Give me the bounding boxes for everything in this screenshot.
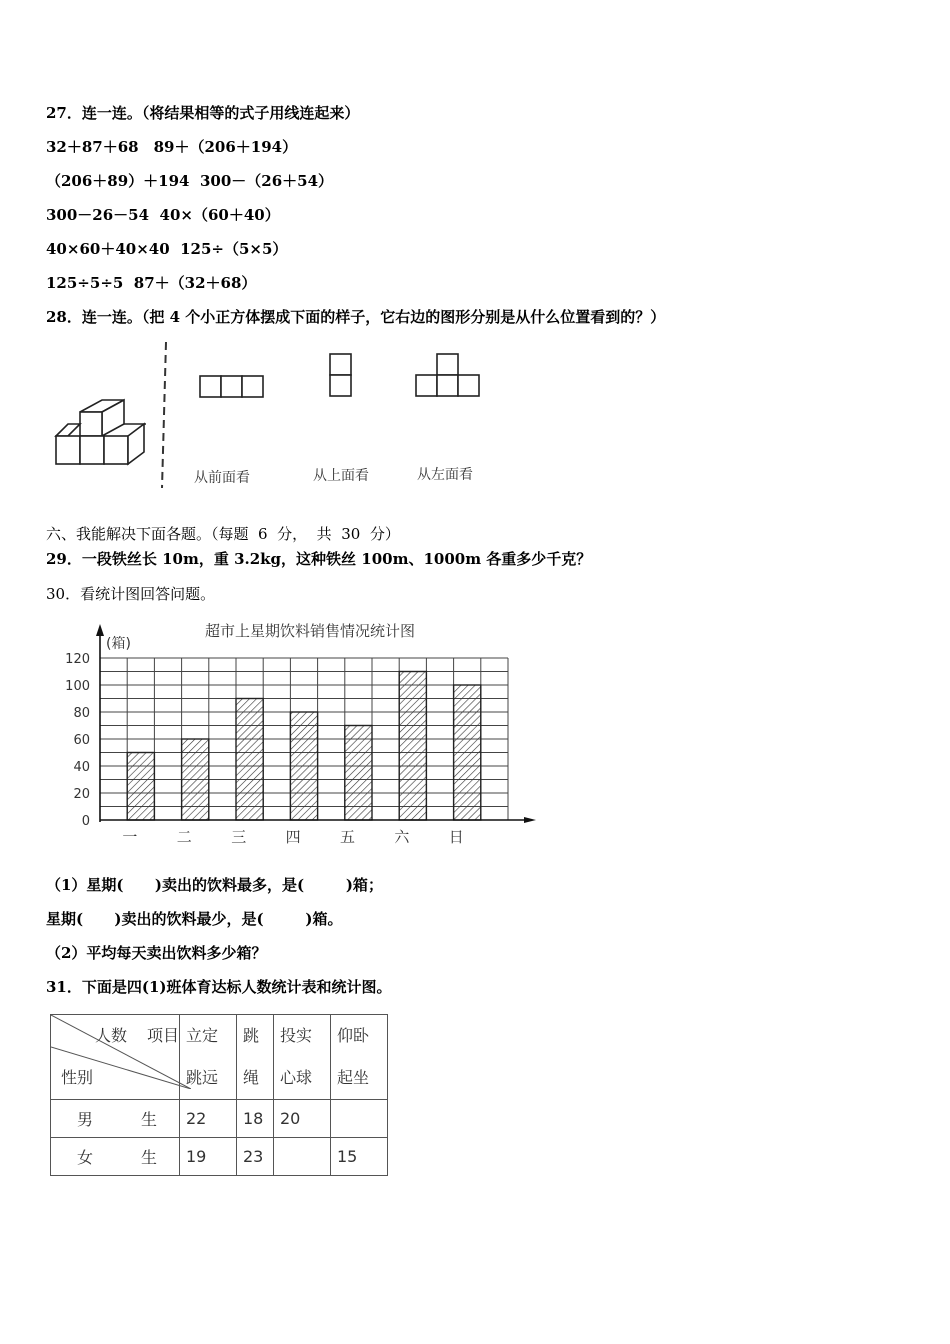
sales-bar-chart — [60, 612, 550, 852]
table-cell: 19 — [180, 1138, 237, 1176]
col-header-1: 立定 跳远 — [180, 1015, 237, 1100]
header-item: 项目 — [147, 1026, 180, 1045]
x-tick-label: 二 — [176, 828, 192, 846]
q30-sub1a: （1）星期( )卖出的饮料最多，是( )箱； — [46, 876, 383, 894]
row-label-female: 女 生 — [51, 1138, 180, 1176]
diagonal-header-cell — [51, 1015, 180, 1100]
x-tick-label: 四 — [285, 828, 301, 846]
col-header-2: 跳 绳 — [237, 1015, 274, 1100]
y-tick-label: 120 — [65, 652, 90, 667]
fitness-stats-table — [50, 1014, 388, 1176]
header-count: 人数 — [95, 1026, 128, 1045]
table-cell: 22 — [180, 1100, 237, 1138]
q27-pair-4: 40×60＋40×40 125÷（5×5） — [46, 240, 288, 258]
y-tick-label: 100 — [65, 679, 90, 694]
bar-一 — [127, 753, 154, 821]
bar-二 — [182, 739, 209, 820]
x-tick-label: 六 — [394, 828, 410, 846]
y-tick-label: 20 — [73, 787, 90, 802]
x-axis-arrow — [524, 817, 536, 823]
chart-bars — [127, 672, 481, 821]
x-tick-label: 三 — [231, 828, 247, 846]
row-label-male: 男 生 — [51, 1100, 180, 1138]
x-tick-label: 一 — [122, 828, 138, 846]
table-row — [51, 1100, 388, 1138]
table-cell: 23 — [237, 1138, 274, 1176]
view-label-front: 从前面看 — [194, 470, 250, 486]
col-header-4: 仰卧 起坐 — [331, 1015, 388, 1100]
section6-title: 六、我能解决下面各题。（每题 6 分， 共 30 分） — [46, 525, 400, 543]
q27-pair-2: （206＋89）＋194 300－（26＋54） — [46, 172, 334, 190]
table-cell — [331, 1100, 388, 1138]
q30-sub1b: 星期( )卖出的饮料最少，是( )箱。 — [46, 910, 343, 928]
table-cell: 15 — [331, 1138, 388, 1176]
header-gender: 性别 — [61, 1068, 94, 1087]
bar-四 — [290, 712, 317, 820]
bar-日 — [454, 685, 481, 820]
table-cell: 20 — [274, 1100, 331, 1138]
q28-title: 28．连一连。（把 4 个小正方体摆成下面的样子，它右边的图形分别是从什么位置看到的？） — [46, 308, 666, 326]
q27-title: 27．连一连。（将结果相等的式子用线连起来） — [46, 104, 360, 122]
table-row — [51, 1138, 388, 1176]
x-tick-label: 日 — [448, 828, 464, 846]
y-axis-arrow — [96, 624, 104, 636]
y-tick-label: 60 — [73, 733, 90, 748]
top-view-drawing — [330, 354, 351, 396]
q29-text: 29．一段铁丝长 10m，重 3.2kg，这种铁丝 100m、1000m 各重多少千克？ — [46, 550, 592, 568]
q27-pair-3: 300－26－54 40×（60＋40） — [46, 206, 280, 224]
col-header-3: 投实 心球 — [274, 1015, 331, 1100]
y-axis-label: (箱) — [106, 636, 131, 652]
chart-title: 超市上星期饮料销售情况统计图 — [204, 622, 416, 640]
q30-title: 30．看统计图回答问题。 — [46, 585, 216, 603]
table-cell: 18 — [237, 1100, 274, 1138]
y-tick-label: 80 — [73, 706, 90, 721]
bar-五 — [345, 726, 372, 821]
q27-pair-5: 125÷5÷5 87＋（32＋68） — [46, 274, 257, 292]
view-label-top: 从上面看 — [313, 468, 369, 484]
bar-六 — [399, 672, 426, 821]
q31-title: 31．下面是四(1)班体育达标人数统计表和统计图。 — [46, 978, 392, 996]
left-view-drawing — [416, 354, 479, 396]
y-tick-label: 0 — [81, 814, 90, 829]
view-label-left: 从左面看 — [417, 467, 473, 483]
front-view-drawing — [200, 376, 263, 397]
bar-三 — [236, 699, 263, 821]
table-cell — [274, 1138, 331, 1176]
q27-pair-1: 32＋87＋68 89＋（206＋194） — [46, 138, 298, 156]
x-tick-label: 五 — [340, 828, 356, 846]
q30-sub2: （2）平均每天卖出饮料多少箱？ — [46, 944, 267, 962]
y-tick-label: 40 — [73, 760, 90, 775]
cube-stack-drawing — [56, 400, 146, 464]
